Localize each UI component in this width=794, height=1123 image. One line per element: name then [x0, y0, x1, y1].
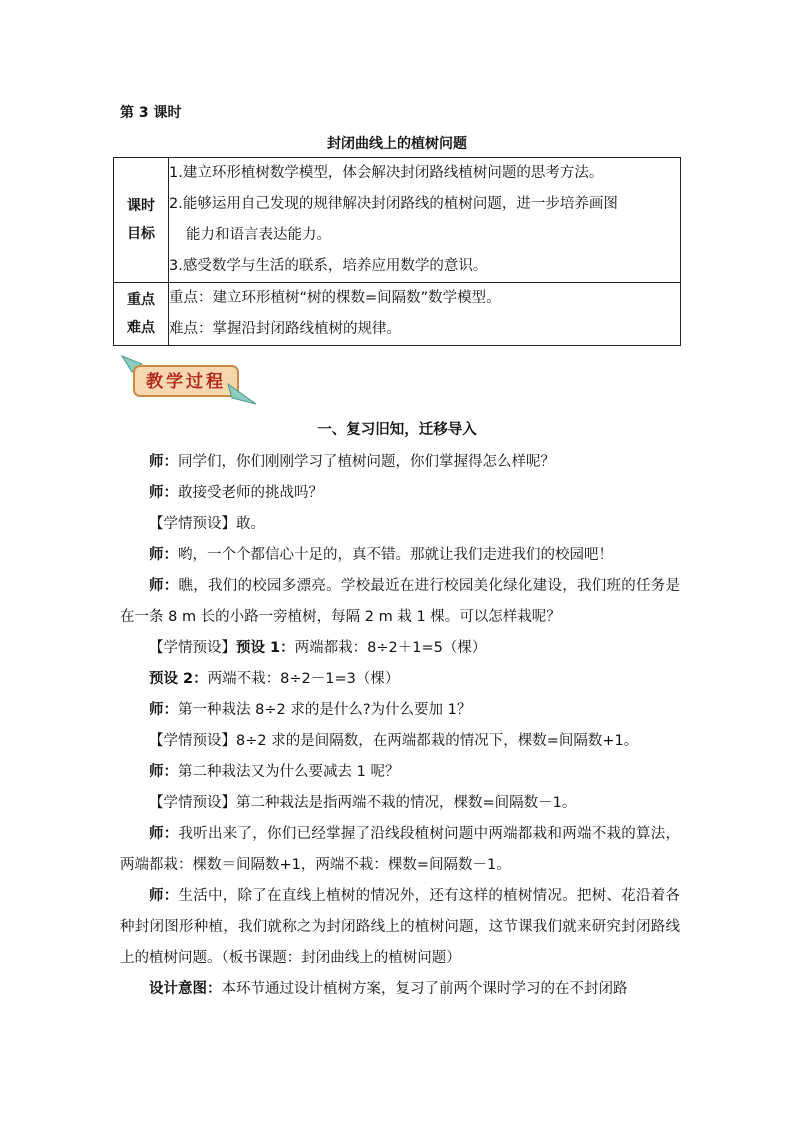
lesson-number: 第 3 课时: [120, 105, 182, 121]
focus-header-line: 重点: [127, 292, 155, 308]
preset-label: 预设 1：: [236, 640, 295, 656]
paragraph: [120, 540, 680, 571]
paragraph-text: 第一种栽法 8÷2 求的是什么?为什么要加 1？: [178, 702, 472, 718]
paragraph-text: 第二种栽法又为什么要减去 1 呢？: [178, 764, 400, 780]
teaching-process-badge: [120, 352, 260, 412]
objective-line: 3.感受数学与生活的联系，培养应用数学的意识。: [169, 258, 488, 274]
paragraph-text: 我听出来了，你们已经掌握了沿线段植树问题中两端都栽和两端不栽的算法，两端都栽：棵数＝间隔数+1，两端不栽：棵数=间隔数－1。: [120, 826, 680, 873]
paragraph-text: 瞧，我们的校园多漂亮。学校最近在进行校园美化绿化建设，我们班的任务是在一条 8 m 长的小路一旁植树，每隔 2 m 栽 1 棵。可以怎样栽呢？: [120, 578, 680, 625]
paragraph-text: 8÷2 求的是间隔数，在两端都栽的情况下，棵数=间隔数+1。: [236, 733, 639, 749]
focus-header: [114, 283, 169, 346]
speaker: 师：: [149, 578, 179, 594]
objective-line: 1.建立环形植树数学模型，体会解决封闭路线植树问题的思考方法。: [169, 165, 604, 181]
speaker: 师：: [149, 702, 178, 718]
focus-header-line: 难点: [127, 320, 155, 336]
objectives-header: [114, 158, 169, 283]
speaker: 【学情预设】: [149, 640, 236, 656]
paragraph-text: 两端不栽：8÷2－1=3（棵）: [207, 671, 400, 687]
paragraph-text: 哟，一个个都信心十足的，真不错。那就让我们走进我们的校园吧！: [178, 547, 613, 563]
objective-line: 能力和语言表达能力。: [186, 227, 331, 243]
speaker: 【学情预设】: [149, 733, 236, 749]
objectives-header-line: 课时: [127, 198, 155, 214]
objectives-row: [114, 158, 681, 283]
paragraph-text: 本环节通过设计植树方案，复习了前两个课时学习的在不封闭路: [221, 981, 628, 997]
paragraph-text: 第二种栽法是指两端不栽的情况，棵数=间隔数－1。: [236, 795, 577, 811]
speaker: 【学情预设】: [149, 795, 236, 811]
focus-row: [114, 283, 681, 346]
paragraph: [120, 447, 680, 478]
badge-label: 教学过程: [146, 372, 226, 392]
paragraph: [120, 571, 680, 633]
paragraph: [120, 974, 680, 1005]
paragraph: [120, 881, 680, 974]
focus-line: 难点：掌握沿封闭路线植树的规律。: [169, 321, 401, 337]
paragraph-text: 敢接受老师的挑战吗？: [178, 485, 323, 501]
speaker: 设计意图：: [149, 981, 222, 997]
speaker: 师：: [149, 764, 178, 780]
paper-plane-right-icon: [228, 384, 256, 404]
focus-content: [169, 283, 681, 346]
paragraph: [120, 695, 680, 726]
paragraph: [120, 664, 680, 695]
objective-line: 2.能够运用自己发现的规律解决封闭路线的植树问题，进一步培养画图: [169, 196, 618, 212]
paper-plane-badge-icon: [120, 352, 260, 412]
speaker: 师：: [149, 454, 178, 470]
speaker: 师：: [149, 485, 178, 501]
preset-label: 预设 2：: [149, 671, 208, 687]
focus-line: 重点：建立环形植树“树的棵数=间隔数”数学模型。: [169, 290, 501, 306]
lesson-title: 封闭曲线上的植树问题: [327, 136, 467, 152]
speaker: 【学情预设】: [149, 516, 236, 532]
objectives-table: [113, 157, 681, 346]
paragraph-text: 敢。: [236, 516, 265, 532]
objectives-content: [169, 158, 681, 283]
paragraph: [120, 478, 680, 509]
paragraph-text: 同学们，你们刚刚学习了植树问题，你们掌握得怎么样呢？: [178, 454, 555, 470]
paragraph-text: 生活中，除了在直线上植树的情况外，还有这样的植树情况。把树、花沿着各种封闭图形种植，我们就称之为封闭路线上的植树问题，这节课我们就来研究封闭路线上的植树问题。（板书课题：封闭曲线上的植树问题）: [120, 888, 680, 966]
paragraph: [120, 726, 680, 757]
paragraph: [120, 633, 680, 664]
lesson-body: [120, 447, 680, 1005]
section-title: 一、复习旧知，迁移导入: [317, 422, 477, 438]
speaker: 师：: [149, 888, 179, 904]
objectives-header-line: 目标: [127, 226, 155, 242]
speaker: 师：: [149, 826, 179, 842]
paragraph: [120, 819, 680, 881]
speaker: 师：: [149, 547, 178, 563]
paragraph-text: 两端都栽：8÷2＋1=5（棵）: [294, 640, 487, 656]
paragraph: [120, 788, 680, 819]
paragraph: [120, 757, 680, 788]
paragraph: [120, 509, 680, 540]
